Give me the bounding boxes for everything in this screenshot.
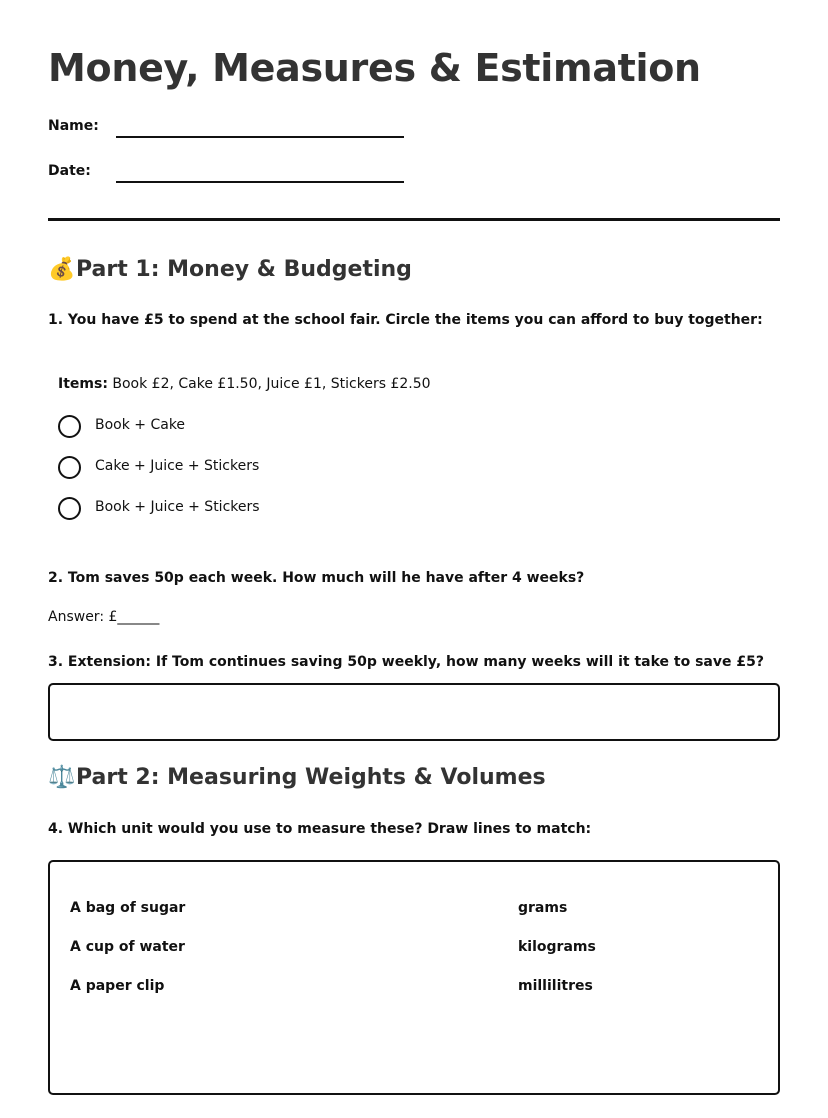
balance-scale-icon: ⚖️	[48, 765, 76, 790]
option-book-juice-stickers[interactable]	[58, 497, 418, 521]
option-label: Book + Juice + Stickers	[95, 499, 260, 515]
date-field	[48, 163, 408, 189]
answer-2[interactable]: Answer: £______	[48, 609, 160, 625]
items-text: Book £2, Cake £1.50, Juice £1, Stickers £2.50	[112, 376, 431, 392]
page-title: Money, Measures & Estimation	[48, 46, 701, 90]
header-divider	[48, 218, 780, 221]
answer-box-3[interactable]	[48, 683, 780, 741]
match-left-water[interactable]: A cup of water	[70, 939, 185, 955]
date-line[interactable]	[116, 181, 404, 183]
part1-heading	[48, 257, 412, 282]
part2-heading-text: Part 2: Measuring Weights & Volumes	[76, 765, 546, 790]
money-bag-icon: 💰	[48, 257, 76, 282]
question-2: 2. Tom saves 50p each week. How much will he have after 4 weeks?	[48, 570, 585, 586]
items-label: Items:	[58, 376, 108, 392]
match-right-kilograms[interactable]: kilograms	[518, 939, 596, 955]
match-left-paper-clip[interactable]: A paper clip	[70, 978, 165, 994]
option-book-cake[interactable]	[58, 415, 418, 439]
part1-heading-text: Part 1: Money & Budgeting	[76, 257, 412, 282]
option-circle[interactable]	[58, 415, 81, 438]
option-label: Book + Cake	[95, 417, 186, 433]
question-1: 1. You have £5 to spend at the school fair. Circle the items you can afford to buy together:	[48, 312, 763, 328]
items-list	[58, 376, 431, 392]
name-label: Name:	[48, 118, 99, 134]
question-4: 4. Which unit would you use to measure these? Draw lines to match:	[48, 821, 592, 837]
option-cake-juice-stickers[interactable]	[58, 456, 418, 480]
date-label: Date:	[48, 163, 91, 179]
question-3: 3. Extension: If Tom continues saving 50p weekly, how many weeks will it take to save £5?	[48, 654, 764, 670]
match-right-grams[interactable]: grams	[518, 900, 568, 916]
matching-box[interactable]	[48, 860, 780, 1095]
name-line[interactable]	[116, 136, 404, 138]
part2-heading	[48, 765, 546, 790]
match-left-sugar[interactable]: A bag of sugar	[70, 900, 186, 916]
option-circle[interactable]	[58, 497, 81, 520]
option-label: Cake + Juice + Stickers	[95, 458, 260, 474]
option-circle[interactable]	[58, 456, 81, 479]
name-field	[48, 118, 408, 144]
match-right-millilitres[interactable]: millilitres	[518, 978, 593, 994]
